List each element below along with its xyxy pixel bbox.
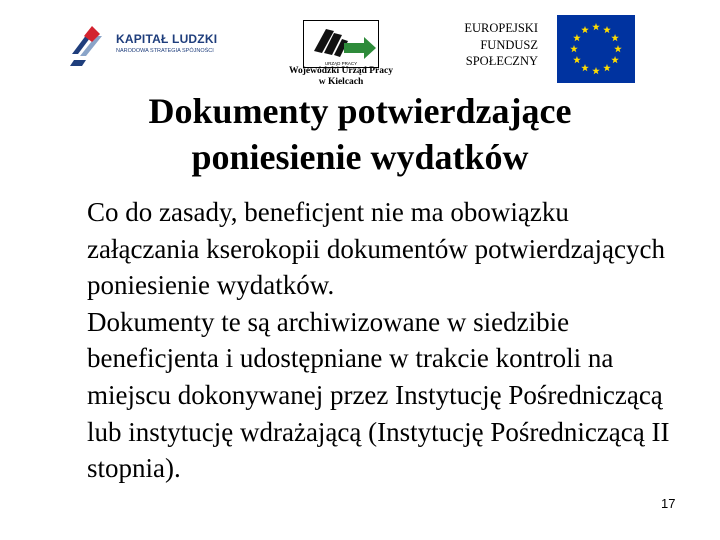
- eu-stars-icon: [557, 15, 635, 83]
- eu-star: [581, 26, 589, 33]
- urzad-pracy-caption-line2: w Kielcach: [318, 77, 364, 87]
- efs-line3: SPOŁECZNY: [465, 54, 538, 68]
- efs-line1: EUROPEJSKI: [464, 21, 538, 35]
- kapital-ludzki-name: KAPITAŁ LUDZKI: [116, 32, 218, 46]
- efs-line2: FUNDUSZ: [480, 37, 538, 52]
- eu-star: [592, 67, 600, 74]
- eu-star: [603, 26, 611, 33]
- eu-star: [614, 45, 622, 52]
- slide-title: [60, 88, 660, 180]
- urzad-pracy-sign: URZĄD PRACY: [324, 61, 358, 66]
- slide-paragraph-2: Dokumenty te są archiwizowane w siedzibie beneficjenta i udostępniane w trakcie kontroli na miejscu dokonywanej przez Instytucję Pośredniczącą lub instytucję wdrażającą (Instytucję Pośredniczącą II stopnia).: [87, 306, 670, 484]
- slide-paragraph-1: Co do zasady, beneficjent nie ma obowiązku załączania kserokopii dokumentów potwierdzających poniesienie wydatków.: [87, 197, 666, 301]
- urzad-pracy-icon: [304, 21, 378, 67]
- urzad-pracy-caption-line1: Wojewódzki Urząd Pracy: [289, 66, 393, 76]
- eu-star: [611, 34, 619, 41]
- kapital-ludzki-icon: [70, 26, 114, 66]
- eu-star: [573, 34, 581, 41]
- eu-star: [570, 45, 578, 52]
- slide-title-line2: poniesienie wydatków: [191, 137, 529, 177]
- kapital-ludzki-logo: [70, 26, 218, 66]
- kapital-ludzki-tagline: NARODOWA STRATEGIA SPÓJNOŚCI: [116, 48, 214, 54]
- eu-star: [611, 56, 619, 63]
- eu-star: [603, 64, 611, 71]
- slide-title-line1: Dokumenty potwierdzające: [148, 91, 572, 131]
- urzad-pracy-caption: [286, 66, 396, 88]
- eu-flag-icon: [557, 15, 635, 83]
- efs-label: [420, 20, 538, 70]
- urzad-pracy-logo: [303, 20, 379, 68]
- eu-star: [592, 23, 600, 30]
- eu-star: [581, 64, 589, 71]
- page-number: 17: [661, 496, 676, 511]
- eu-star: [573, 56, 581, 63]
- slide-body: [87, 194, 687, 487]
